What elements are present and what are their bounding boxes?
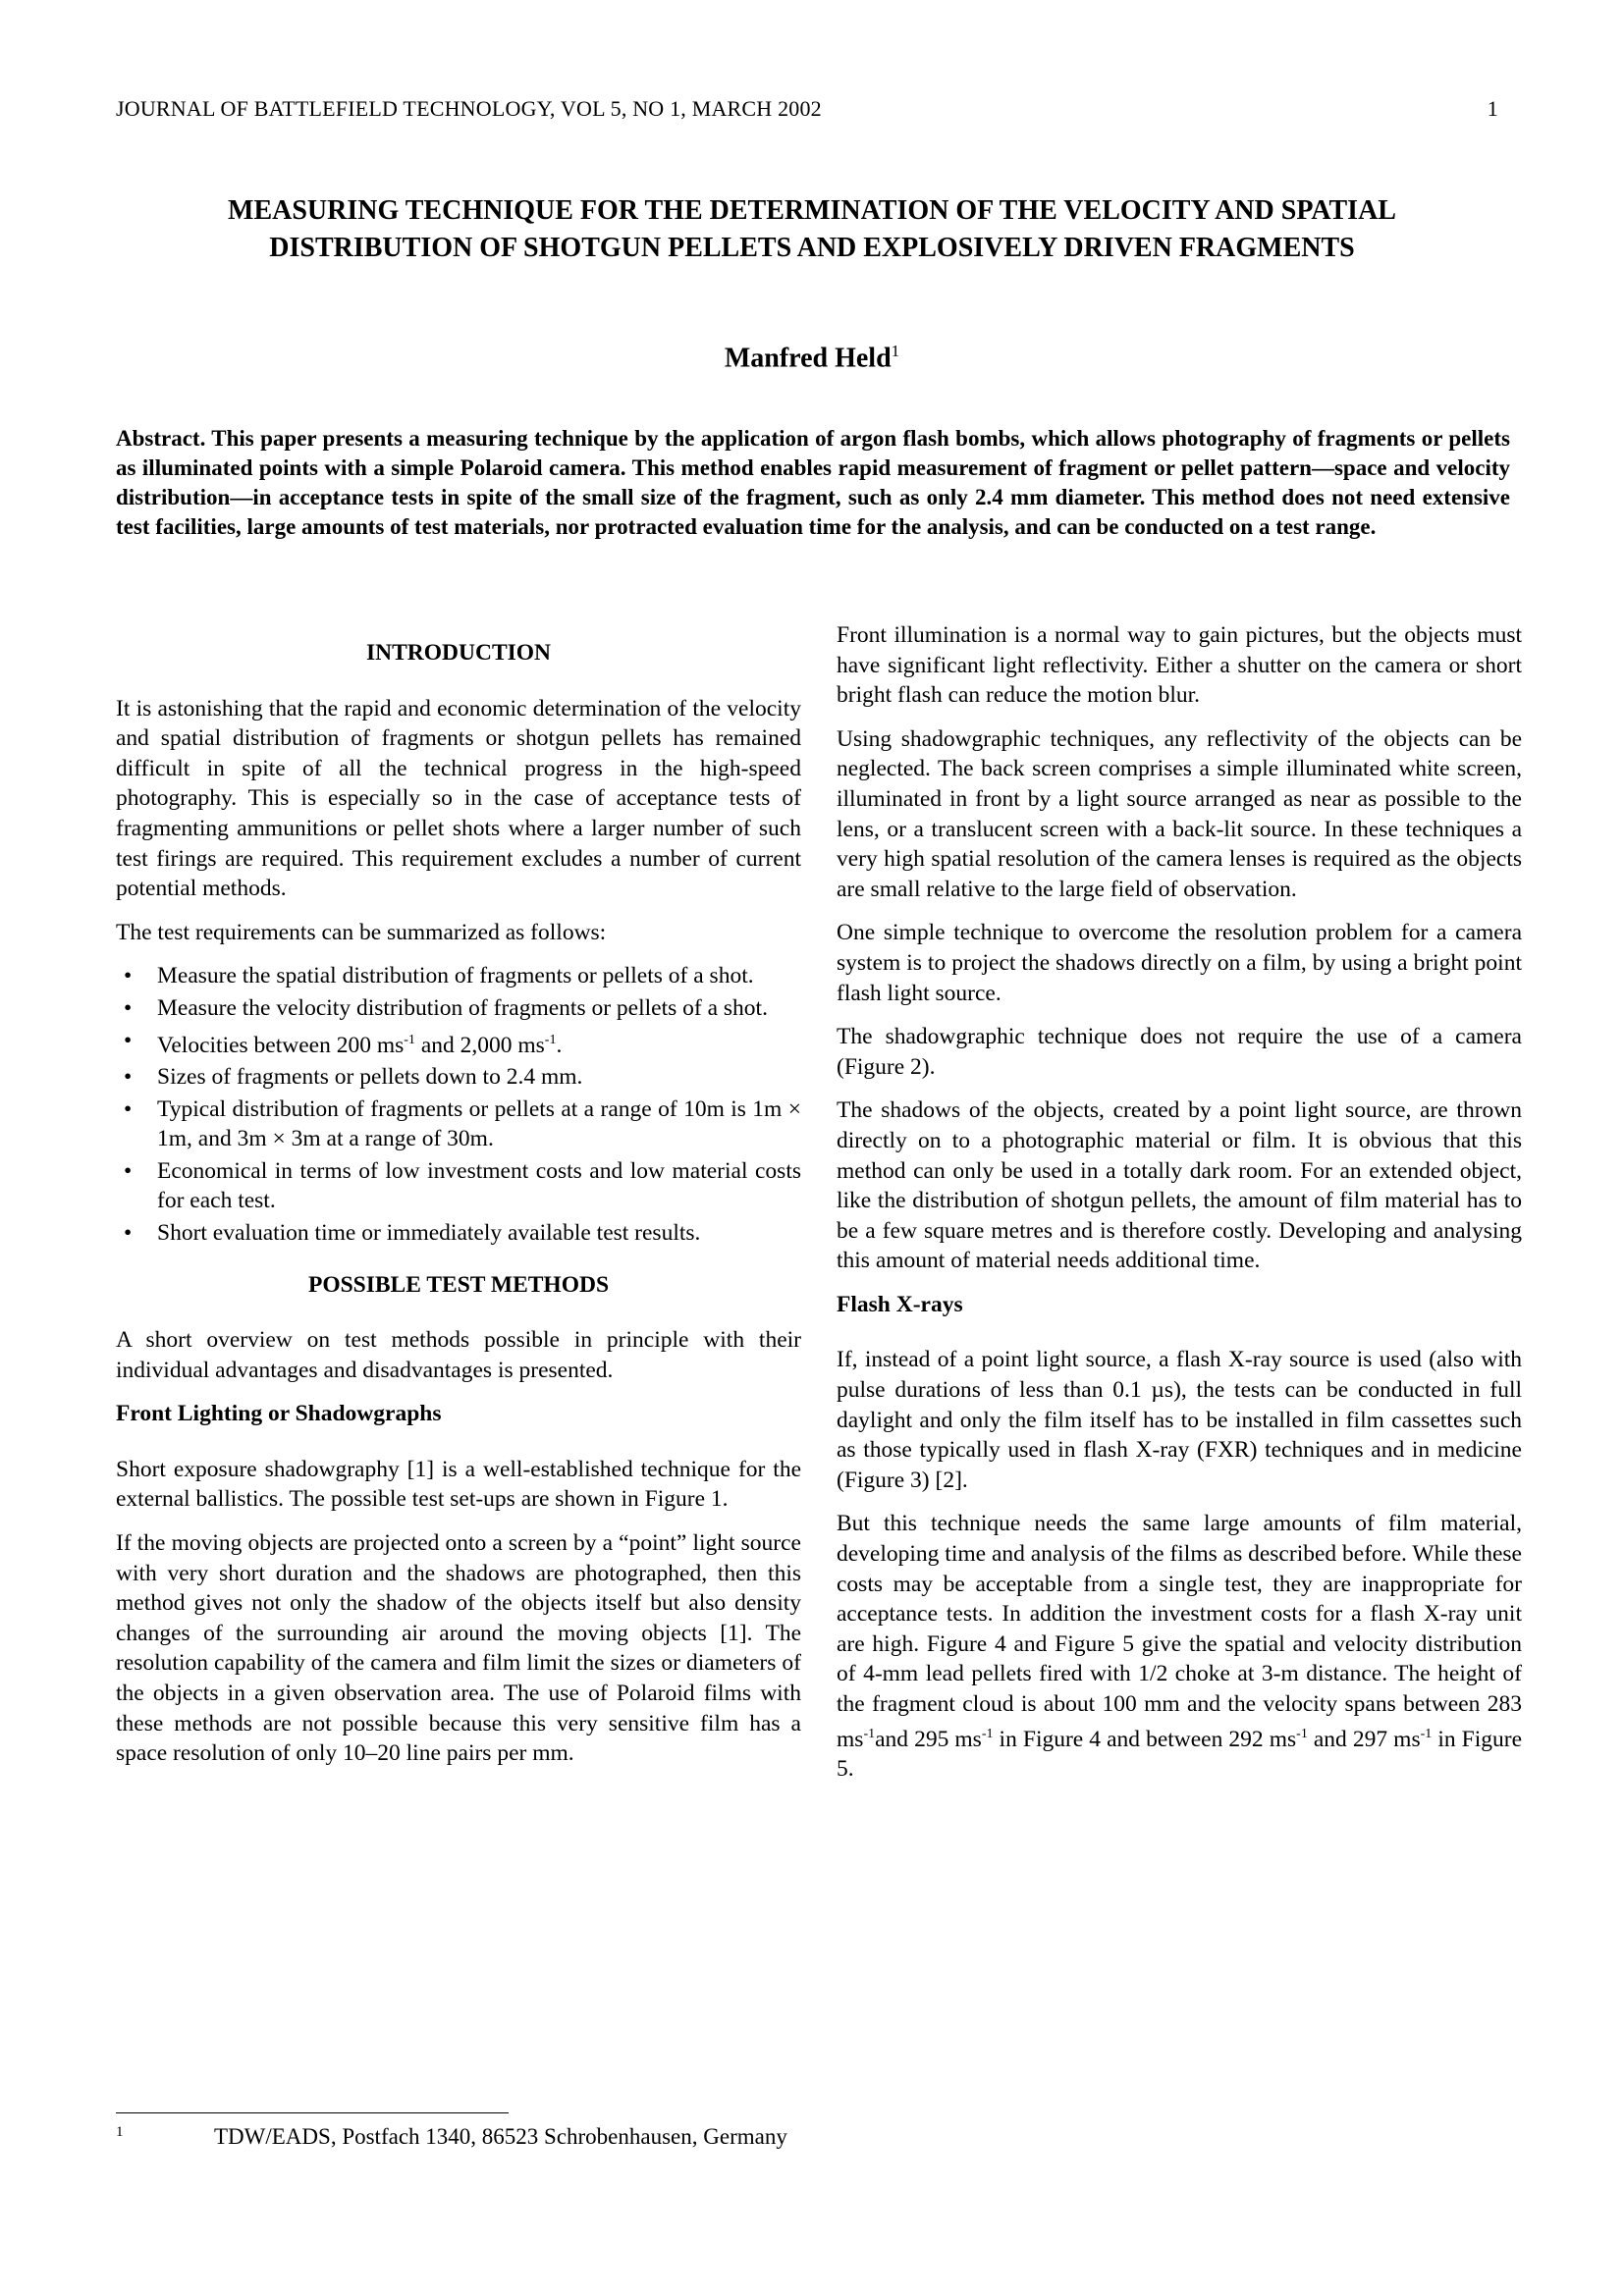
bullet-icon: • xyxy=(124,1095,133,1122)
list-item: • Economical in terms of low investment costs and low material costs for each test. xyxy=(124,1157,801,1214)
author-name: Manfred Held xyxy=(724,343,892,374)
test-methods-heading: POSSIBLE TEST METHODS xyxy=(307,1271,610,1298)
bullet-icon: • xyxy=(124,963,133,989)
right-paragraph-5: The shadows of the objects, created by a point light source, are thrown directly on to a photographic material or film. It is obvious that this method can only be used in a totally dark room. For an extended object, like the distribution of shotgun pellets, the amount of film material has to be a few square metres and is therefore costly. Developing and analysing this amount of material needs additional time. xyxy=(837,1097,1522,1274)
footnote-divider xyxy=(116,2112,509,2113)
front-lighting-heading: Front Lighting or Shadowgraphs xyxy=(116,1401,442,1427)
right-paragraph-4: The shadowgraphic technique does not require the use of a camera (Figure 2). xyxy=(837,1024,1522,1080)
left-column xyxy=(116,616,801,1783)
requirements-list xyxy=(116,961,801,1248)
footnote xyxy=(116,2124,787,2150)
footnote-text: TDW/EADS, Postfach 1340, 86523 Schrobenhausen, Germany xyxy=(214,2124,787,2149)
bullet-icon: • xyxy=(124,1063,133,1090)
intro-paragraph-2: The test requirements can be summarized as follows: xyxy=(116,919,607,945)
right-paragraph-2: Using shadowgraphic techniques, any reflectivity of the objects can be neglected. The back screen comprises a simple illuminated white screen, illuminated in front by a light source arranged as near as possible to the lens, or a translucent screen with a back-lit source. In these techniques a very high spatial resolution of the camera lenses is required as the objects are small relative to the large field of observation. xyxy=(837,725,1522,902)
footnote-number: 1 xyxy=(116,2124,124,2140)
right-paragraph-1: Front illumination is a normal way to gain pictures, but the objects must have significant light reflectivity. Either a shutter on the camera or short bright flash can reduce the motion blur. xyxy=(837,622,1522,709)
right-paragraph-7: But this technique needs the same large amounts of film material, developing time and analysis of the films as described before. While these costs may be acceptable from a single test, they are inappropriate for acceptance tests. In addition the investment costs for a flash X-ray unit are high. Figure 4 and Figure 5 give the spatial and velocity distribution of 4-mm lead pellets fired with 1/2 choke at 3-m distance. The height of the fragment cloud is about 100 mm and the velocity spans between 283 $ms^{-1}and$ 295 $ms^{-1}$ in Figure 4 and between 292 $ms^{-1}$ and 297 $ms^{-1}$ in Figure 5. xyxy=(837,1511,1523,1783)
introduction-heading: INTRODUCTION xyxy=(365,640,552,666)
page-number: 1 xyxy=(1487,96,1498,121)
paper-title: MEASURING TECHNIQUE FOR THE DETERMINATION OF THE VELOCITY AND SPATIAL DISTRIBUTION OF SHOTGUN PELLETS AND EXPLOSIVELY DRIVEN FRAGMENTS xyxy=(228,195,1396,263)
list-item: • Measure the velocity distribution of fragments or pellets of a shot. xyxy=(116,993,801,1024)
front-lighting-paragraph-1: Short exposure shadowgraphy [1] is a well-established technique for the external ballistics. The possible test set-ups are shown in Figure 1. xyxy=(116,1456,801,1513)
right-paragraph-3: One simple technique to overcome the resolution problem for a camera system is to project the shadows directly on a film, by using a bright point flash light source. xyxy=(837,920,1522,1006)
author-line xyxy=(0,342,1624,374)
front-lighting-paragraph-2: If the moving objects are projected onto a screen by a “point” light source with very short duration and the shadows are photographed, then this method gives not only the shadow of the objects itself but also density changes of the surrounding air around the moving objects [1]. The resolution capability of the camera and film limit the sizes or diameters of the objects in a given observation area. The use of Polaroid films with these methods are not possible because this very sensitive film has a space resolution of only 10–20 line pairs per mm. xyxy=(116,1530,801,1767)
right-column xyxy=(837,620,1522,1798)
list-item: • Velocities between 200 $ms^{-1}$ and 2,000 $ms^{-1}$. xyxy=(124,1027,563,1058)
bullet-icon: • xyxy=(124,994,133,1021)
list-item: • Sizes of fragments or pellets down to 2.4 mm. xyxy=(116,1062,801,1093)
list-item: • Typical distribution of fragments or pellets at a range of 10m is 1m × 1m, and 3m × 3m at a range of 30m. xyxy=(124,1095,801,1152)
running-header xyxy=(116,96,1498,122)
flash-xrays-heading: Flash X-rays xyxy=(837,1291,963,1317)
bullet-icon: • xyxy=(124,1157,133,1184)
author-footnote-mark: 1 xyxy=(891,342,900,360)
list-item: • Short evaluation time or immediately available test results. xyxy=(116,1218,801,1249)
intro-paragraph-1: It is astonishing that the rapid and economic determination of the velocity and spatial distribution of fragments or shotgun pellets has remained difficult in spite of all the technical progress in the high-speed photography. This is especially so in the case of acceptance tests of fragmenting ammunitions or pellet shots where a larger number of such test firings are required. This requirement excludes a number of current potential methods. xyxy=(116,695,801,902)
bullet-icon: • xyxy=(124,1027,133,1053)
bullet-icon: • xyxy=(124,1219,133,1246)
journal-reference: JOURNAL OF BATTLEFIELD TECHNOLOGY, VOL 5, NO 1, MARCH 2002 xyxy=(116,96,822,121)
list-item: • Measure the spatial distribution of fragments or pellets of a shot. xyxy=(116,961,801,991)
right-paragraph-6: If, instead of a point light source, a flash X-ray source is used (also with pulse durations of less than 0.1 µs), the tests can be conducted in full daylight and only the film itself has to be installed in film cassettes such as those typically used in flash X-ray (FXR) techniques and in medicine (Figure 3) [2]. xyxy=(837,1347,1522,1493)
methods-paragraph: A short overview on test methods possible in principle with their individual advantages and disadvantages is presented. xyxy=(116,1327,801,1383)
abstract: Abstract. This paper presents a measuring technique by the application of argon flash bombs, which allows photography of fragments or pellets as illuminated points with a simple Polaroid camera. This method enables rapid measurement of fragment or pellet pattern—space and velocity distribution—in acceptance tests in spite of the small size of the fragment, such as only 2.4 mm diameter. This method does not need extensive test facilities, large amounts of test materials, nor protracted evaluation time for the analysis, and can be conducted on a test range. xyxy=(116,426,1510,539)
